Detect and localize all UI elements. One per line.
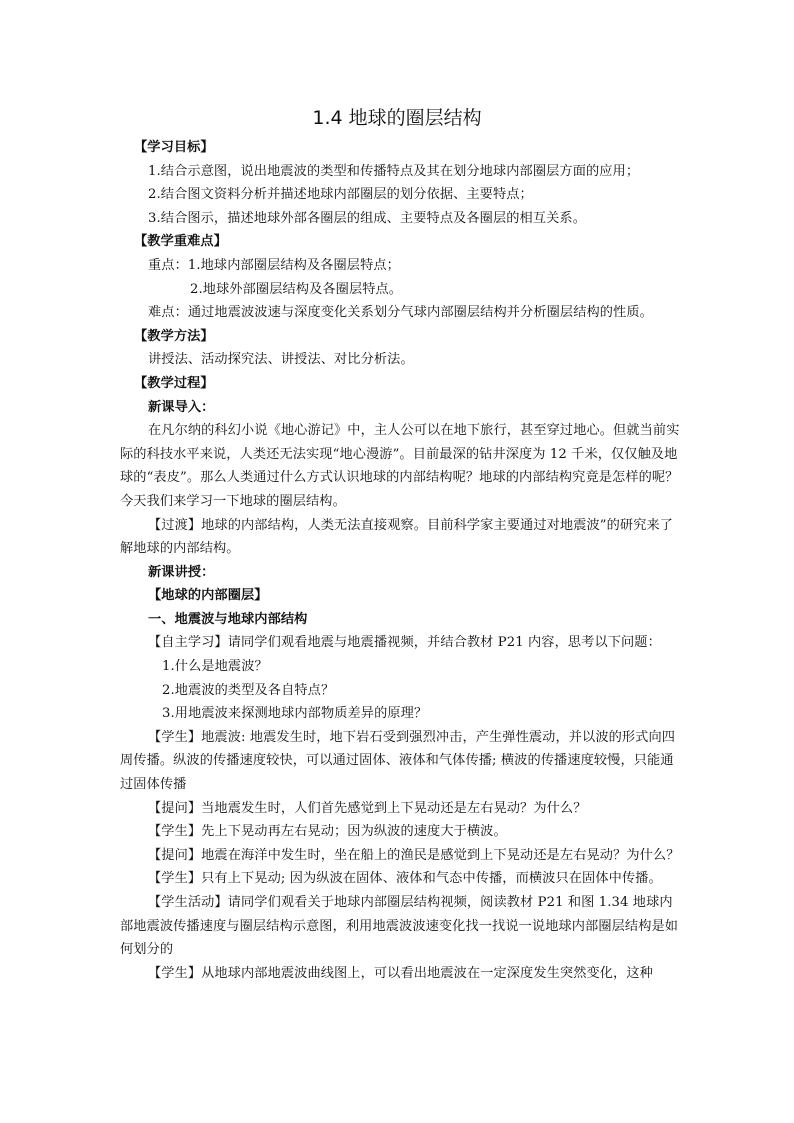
objective-item: 3.结合图示，描述地球外部各圈层的组成、主要特点及各圈层的相互关系。 bbox=[148, 210, 586, 226]
question-ask-2: 【提问】地震在海洋中发生时，坐在船上的渔民是感觉到上下晃动还是左右晃动？为什么？ bbox=[148, 847, 680, 863]
student-activity: 【学生活动】请同学们观看关于地球内部圈层结构视频，阅读教材 P21 和图 1.34 地球内部地震波传播速度与圈层结构示意图，利用地震波波速变化找一找说一说地球内部圈层结构是如何划分的 bbox=[120, 895, 679, 958]
sub-heading: 一、地震波与地球内部结构 bbox=[148, 611, 308, 627]
methods-heading: 【教学方法】 bbox=[134, 328, 214, 344]
lecture-heading: 新课讲授： bbox=[148, 564, 215, 580]
key-points-heading: 【教学重难点】 bbox=[134, 234, 228, 250]
student-answer-3: 【学生】只有上下晃动; 因为纵波在固体、液体和气态中传播，而横波只在固体中传播。 bbox=[148, 871, 662, 887]
page-title: 1.4 地球的圈层结构 bbox=[312, 107, 482, 129]
question-item: 1.什么是地震波？ bbox=[162, 659, 268, 675]
document-body bbox=[120, 136, 680, 985]
focus-point-2: 2.地球外部圈层结构及各圈层特点。 bbox=[190, 281, 403, 297]
difficulty-point: 难点：通过地震波波速与深度变化关系划分气球内部圈层结构并分析圈层结构的性质。 bbox=[148, 305, 653, 321]
process-heading: 【教学过程】 bbox=[134, 375, 214, 391]
question-item: 2.地震波的类型及各自特点？ bbox=[162, 682, 335, 698]
objective-item: 1.结合示意图，说出地震波的类型和传播特点及其在划分地球内部圈层方面的应用； bbox=[148, 163, 640, 179]
student-answer-1: 【学生】地震波: 地震发生时，地下岩石受到强烈冲击，产生弹性震动，并以波的形式向四周传播。纵波的传播速度较快，可以通过固体、液体和气体传播; 横波的传播速度较慢，只能通过固体传播 bbox=[120, 729, 676, 793]
self-study-paragraph: 【自主学习】请同学们观看地震与地震播视频，并结合教材 P21 内容，思考以下问题： bbox=[148, 635, 661, 651]
student-answer-4: 【学生】从地球内部地震波曲线图上，可以看出地震波在一定深度发生突然变化，这种 bbox=[148, 965, 653, 981]
question-item: 3.用地震波来探测地球内部物质差异的原理？ bbox=[162, 706, 428, 722]
question-ask-1: 【提问】当地震发生时，人们首先感觉到上下晃动还是左右晃动？为什么？ bbox=[148, 800, 587, 816]
objectives-heading: 【学习目标】 bbox=[134, 140, 214, 155]
section-heading: 【地球的内部圈层】 bbox=[148, 588, 268, 604]
focus-point-1: 重点：1.地球内部圈层结构及各圈层特点； bbox=[148, 257, 400, 273]
methods-text: 讲授法、活动探究法、讲授法、对比分析法。 bbox=[148, 352, 414, 368]
objective-item: 2.结合图文资料分析并描述地球内部圈层的划分依据、主要特点； bbox=[148, 187, 533, 203]
intro-paragraph: 在凡尔纳的科幻小说《地心游记》中，主人公可以在地下旅行，甚至穿过地心。但就当前实际的科技水平来说，人类还无法实现“地心漫游”。目前最深的钻井深度为 12 千米，仅仅触及地球的“表皮”。那么人类通过什么方式认识地球的内部结构呢？地球的内部结构究竟是怎样的呢？今天我们来学习一下地球的圈层结构。 bbox=[120, 423, 680, 509]
transition-paragraph: 【过渡】地球的内部结构，人类无法直接观察。目前科学家主要通过对地震波”的研究来了解地球的内部结构。 bbox=[120, 517, 674, 557]
student-answer-2: 【学生】先上下晃动再左右晃动；因为纵波的速度大于横波。 bbox=[148, 824, 507, 840]
intro-heading: 新课导入： bbox=[148, 399, 215, 415]
